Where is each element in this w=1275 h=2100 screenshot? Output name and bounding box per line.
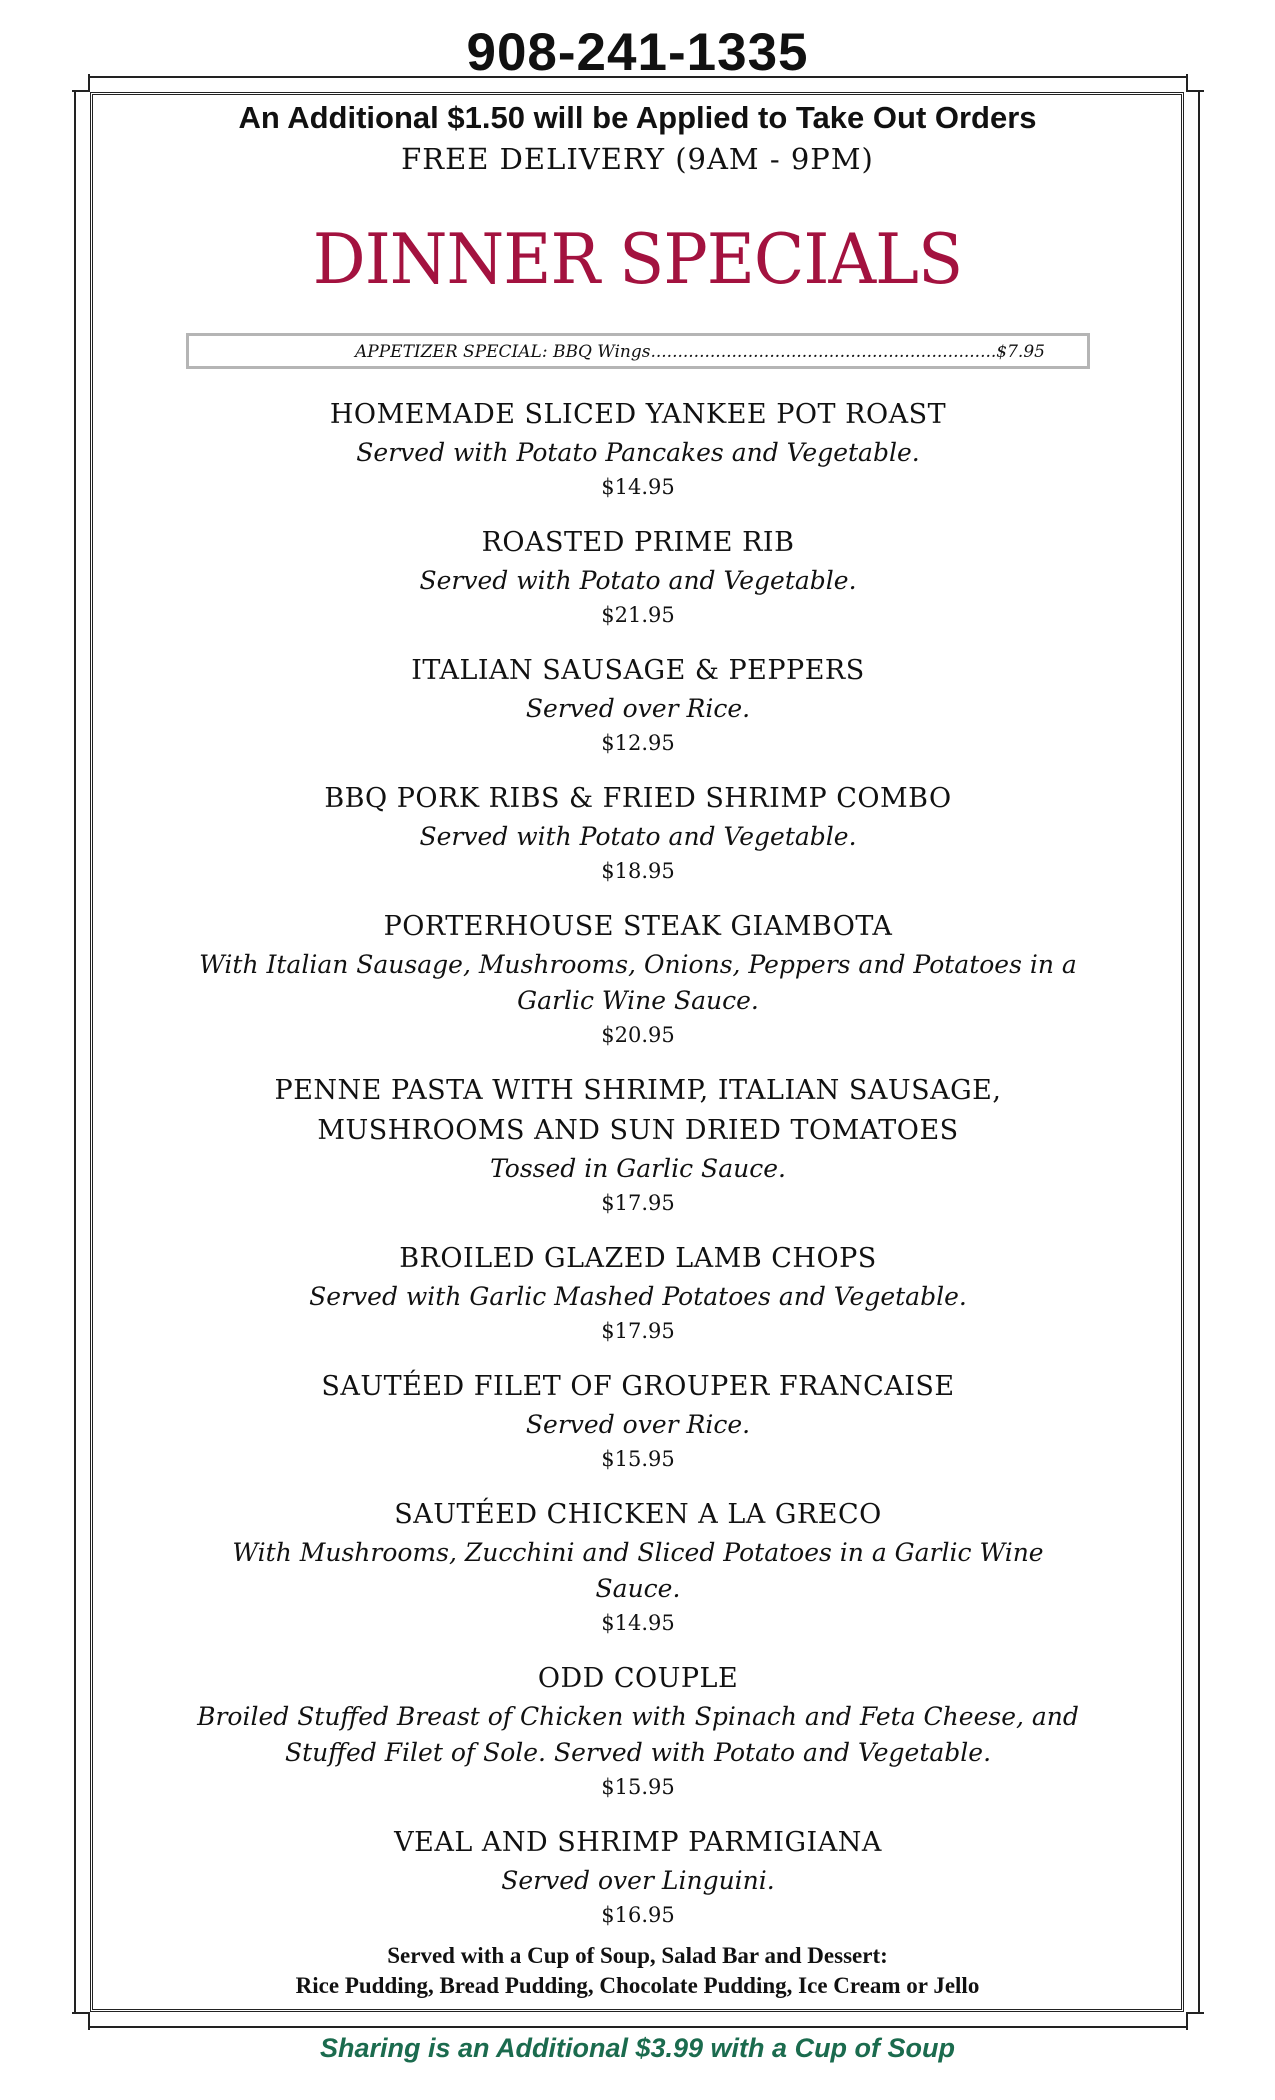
menu-item-name: ODD COUPLE [537,1663,739,1694]
menu-item-name: HOMEMADE SLICED YANKEE POT ROAST [329,399,947,430]
menu-item-price: $14.95 [601,1611,675,1635]
menu-item [190,779,1086,887]
appetizer-special-text: APPETIZER SPECIAL: BBQ Wings................................................................$7.95 [355,342,1045,362]
phone-number: 908-241-1335 [466,23,809,82]
frame-corner-top-right [1186,74,1204,92]
menu-item [190,395,1086,503]
menu-item-price: $15.95 [601,1775,675,1799]
takeout-notice: An Additional $1.50 will be Applied to Take Out Orders [238,100,1037,135]
menu-item [190,1367,1086,1475]
dinner-includes-line-2: Rice Pudding, Bread Pudding, Chocolate Pudding, Ice Cream or Jello [295,1973,980,1998]
menu-item-name: SAUTÉED FILET OF GROUPER FRANCAISE [321,1371,955,1402]
menu-item-name: BROILED GLAZED LAMB CHOPS [399,1243,877,1274]
menu-item-description: Served with Potato and Vegetable. [419,822,857,851]
menu-item-description: With Mushrooms, Zucchini and Sliced Potatoes in a Garlic Wine Sauce. [232,1538,1044,1603]
menu-item-price: $12.95 [601,731,675,755]
menu-item-description: Served over Linguini. [501,1866,775,1895]
frame-corner-bottom-right [1186,2012,1204,2030]
menu-item-description: Broiled Stuffed Breast of Chicken with Spinach and Feta Cheese, and Stuffed Filet of Sole. Served with Potato and Vegetable. [197,1702,1079,1767]
menu-item-price: $21.95 [601,603,675,627]
menu-item-price: $20.95 [601,1023,675,1047]
menu-item [190,1239,1086,1347]
menu-item-price: $14.95 [601,475,675,499]
sharing-notice: Sharing is an Additional $3.99 with a Cup of Soup [319,2033,956,2063]
menu-item [190,1071,1086,1219]
menu-item-price: $15.95 [601,1447,675,1471]
page-title: DINNER SPECIALS [312,219,963,300]
menu-item-name: SAUTÉED CHICKEN A LA GRECO [394,1499,882,1530]
menu-item-name: ITALIAN SAUSAGE & PEPPERS [411,655,865,686]
menu-item-name: BBQ PORK RIBS & FRIED SHRIMP COMBO [324,783,952,814]
dinner-includes-note [0,1941,1275,2001]
menu-item-description: With Italian Sausage, Mushrooms, Onions, Peppers and Potatoes in a Garlic Wine Sauce. [199,950,1077,1015]
delivery-notice: FREE DELIVERY (9AM - 9PM) [401,142,874,176]
menu-item-price: $16.95 [601,1903,675,1927]
menu-item-description: Served with Garlic Mashed Potatoes and Vegetable. [309,1282,967,1311]
appetizer-special-box [186,333,1090,369]
menu-item-name: ROASTED PRIME RIB [481,527,795,558]
menu-item [190,651,1086,759]
menu-item [190,523,1086,631]
menu-item-description: Served with Potato Pancakes and Vegetable. [356,438,920,467]
menu-item [190,1659,1086,1803]
menu-item-description: Tossed in Garlic Sauce. [490,1154,786,1183]
menu-item-name: PENNE PASTA WITH SHRIMP, ITALIAN SAUSAGE, MUSHROOMS AND SUN DRIED TOMATOES [274,1075,1002,1146]
menu-item-description: Served over Rice. [525,1410,751,1439]
menu-list [190,395,1086,1951]
menu-item-name: PORTERHOUSE STEAK GIAMBOTA [383,911,893,942]
menu-item-name: VEAL AND SHRIMP PARMIGIANA [394,1827,882,1858]
menu-item-price: $17.95 [601,1319,675,1343]
frame-corner-top-left [72,74,90,92]
menu-item-price: $18.95 [601,859,675,883]
menu-item-description: Served over Rice. [525,694,751,723]
menu-item [190,907,1086,1051]
dinner-includes-line-1: Served with a Cup of Soup, Salad Bar and Dessert: [387,1943,888,1968]
menu-item [190,1495,1086,1639]
menu-item-price: $17.95 [601,1191,675,1215]
menu-item-description: Served with Potato and Vegetable. [419,566,857,595]
frame-corner-bottom-left [72,2012,90,2030]
menu-item [190,1823,1086,1931]
